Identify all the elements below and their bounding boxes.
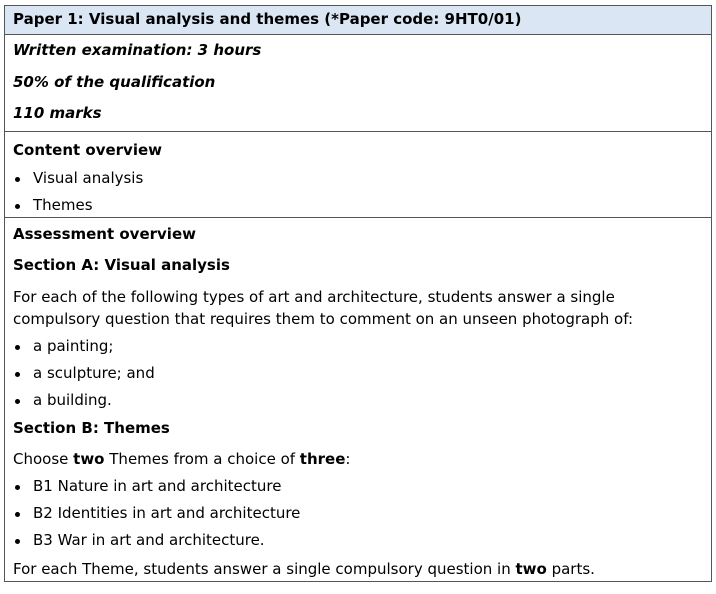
text-run: For each Theme, students answer a single compulsory question in [13, 560, 516, 578]
section-a-intro-line: compulsory question that requires them to comment on an unseen photograph of: [13, 310, 634, 328]
exam-details-cell [5, 35, 712, 132]
paper-title: Paper 1: Visual analysis and themes (*Paper code: 9HT0/01) [13, 10, 522, 28]
assessment-overview-row [5, 218, 712, 582]
section-b-each-text [13, 562, 703, 577]
header-cell [5, 6, 712, 35]
section-b-list [13, 479, 703, 548]
section-a-heading: Section A: Visual analysis [13, 256, 230, 274]
list-item: Visual analysis [13, 171, 703, 186]
text-run: Choose [13, 450, 74, 468]
list-item: a painting; [13, 339, 703, 354]
header-row [5, 6, 712, 35]
content-overview-heading: Content overview [13, 141, 163, 159]
exam-details-row [5, 35, 712, 132]
text-run: : [345, 450, 351, 468]
list-item: Themes [13, 198, 703, 213]
exam-weight: 50% of the qualification [13, 73, 216, 91]
list-item: a building. [13, 393, 703, 408]
section-a-intro-line: For each of the following types of art and architecture, students answer a single [13, 288, 615, 306]
content-overview-row [5, 132, 712, 218]
content-overview-list [13, 171, 703, 213]
list-item: B1 Nature in art and architecture [13, 479, 703, 494]
emphasis-two: two [515, 560, 547, 578]
text-run: parts. [546, 560, 595, 578]
text-run: Themes from a choice of [104, 450, 300, 468]
section-b-choose-text [13, 452, 703, 467]
emphasis-three: three [299, 450, 346, 468]
exam-duration: Written examination: 3 hours [13, 41, 262, 59]
emphasis-two: two [73, 450, 105, 468]
assessment-overview-cell [5, 218, 712, 582]
list-item: a sculpture; and [13, 366, 703, 381]
section-a-list [13, 339, 703, 408]
list-item: B3 War in art and architecture. [13, 533, 703, 548]
paper-overview-table [4, 5, 712, 582]
content-overview-cell [5, 132, 712, 218]
section-b-heading: Section B: Themes [13, 419, 170, 437]
exam-marks: 110 marks [13, 104, 102, 122]
list-item: B2 Identities in art and architecture [13, 506, 703, 521]
assessment-overview-heading: Assessment overview [13, 225, 196, 243]
